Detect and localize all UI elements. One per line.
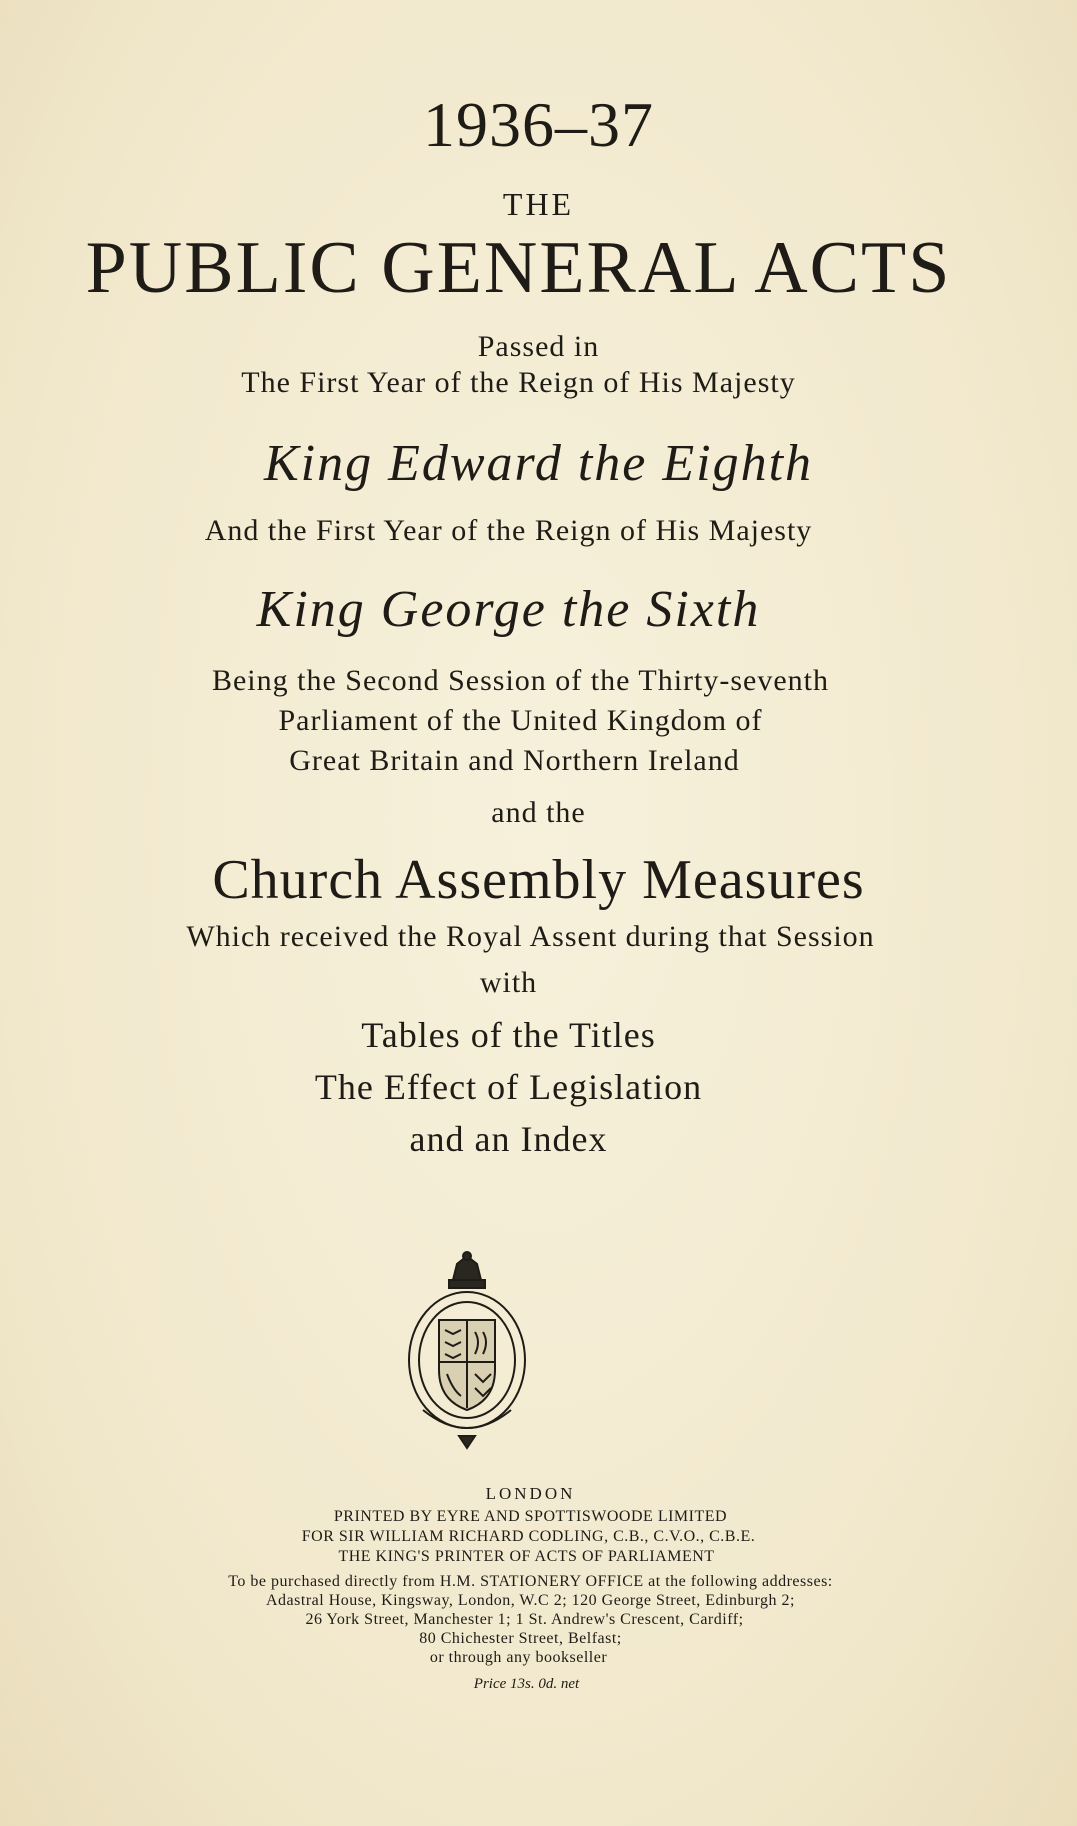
imprint-address-2: 26 York Street, Manchester 1; 1 St. Andrew's Crescent, Cardiff; <box>305 1611 744 1628</box>
year: 1936–37 <box>423 89 654 160</box>
page-title: PUBLIC GENERAL ACTS <box>85 227 952 309</box>
tables-line-2: The Effect of Legislation <box>314 1067 703 1107</box>
imprint-purchase: To be purchased directly from H.M. STATIONERY OFFICE at the following addresses: <box>228 1573 833 1590</box>
session-line-1: Being the Second Session of the Thirty-seventh <box>211 664 830 697</box>
church-assembly-measures: Church Assembly Measures <box>212 849 865 911</box>
with-label: with <box>479 966 538 999</box>
session-line-3: Great Britain and Northern Ireland <box>289 744 740 777</box>
imprint-city: LONDON <box>485 1484 576 1503</box>
imprint-address-1: Adastral House, Kingsway, London, W.C 2; 120 George Street, Edinburgh 2; <box>266 1592 795 1609</box>
price: Price 13s. 0d. net <box>473 1676 580 1692</box>
tables-line-1: Tables of the Titles <box>361 1015 656 1055</box>
royal-assent-line: Which received the Royal Assent during that Session <box>186 920 875 953</box>
and-the: and the <box>491 796 586 829</box>
reign-line-2: And the First Year of the Reign of His Majesty <box>204 514 813 547</box>
king-george: King George the Sixth <box>256 581 761 638</box>
king-edward: King Edward the Eighth <box>263 435 814 492</box>
tables-line-3: and an Index <box>409 1119 608 1159</box>
reign-line-1: The First Year of the Reign of His Majesty <box>241 366 796 399</box>
imprint-for: FOR SIR WILLIAM RICHARD CODLING, C.B., C.V.O., C.B.E. <box>301 1528 756 1545</box>
imprint-printer: PRINTED BY EYRE AND SPOTTISWOODE LIMITED <box>333 1508 728 1525</box>
passed-in: Passed in <box>477 330 600 363</box>
title-article: THE <box>502 186 575 222</box>
imprint-address-3: 80 Chichester Street, Belfast; <box>419 1630 622 1647</box>
royal-coat-of-arms-icon <box>403 1250 531 1450</box>
session-line-2: Parliament of the United Kingdom of <box>278 704 763 737</box>
imprint-bookseller: or through any bookseller <box>429 1649 608 1666</box>
imprint-kings-printer: THE KING'S PRINTER OF ACTS OF PARLIAMENT <box>338 1548 715 1565</box>
